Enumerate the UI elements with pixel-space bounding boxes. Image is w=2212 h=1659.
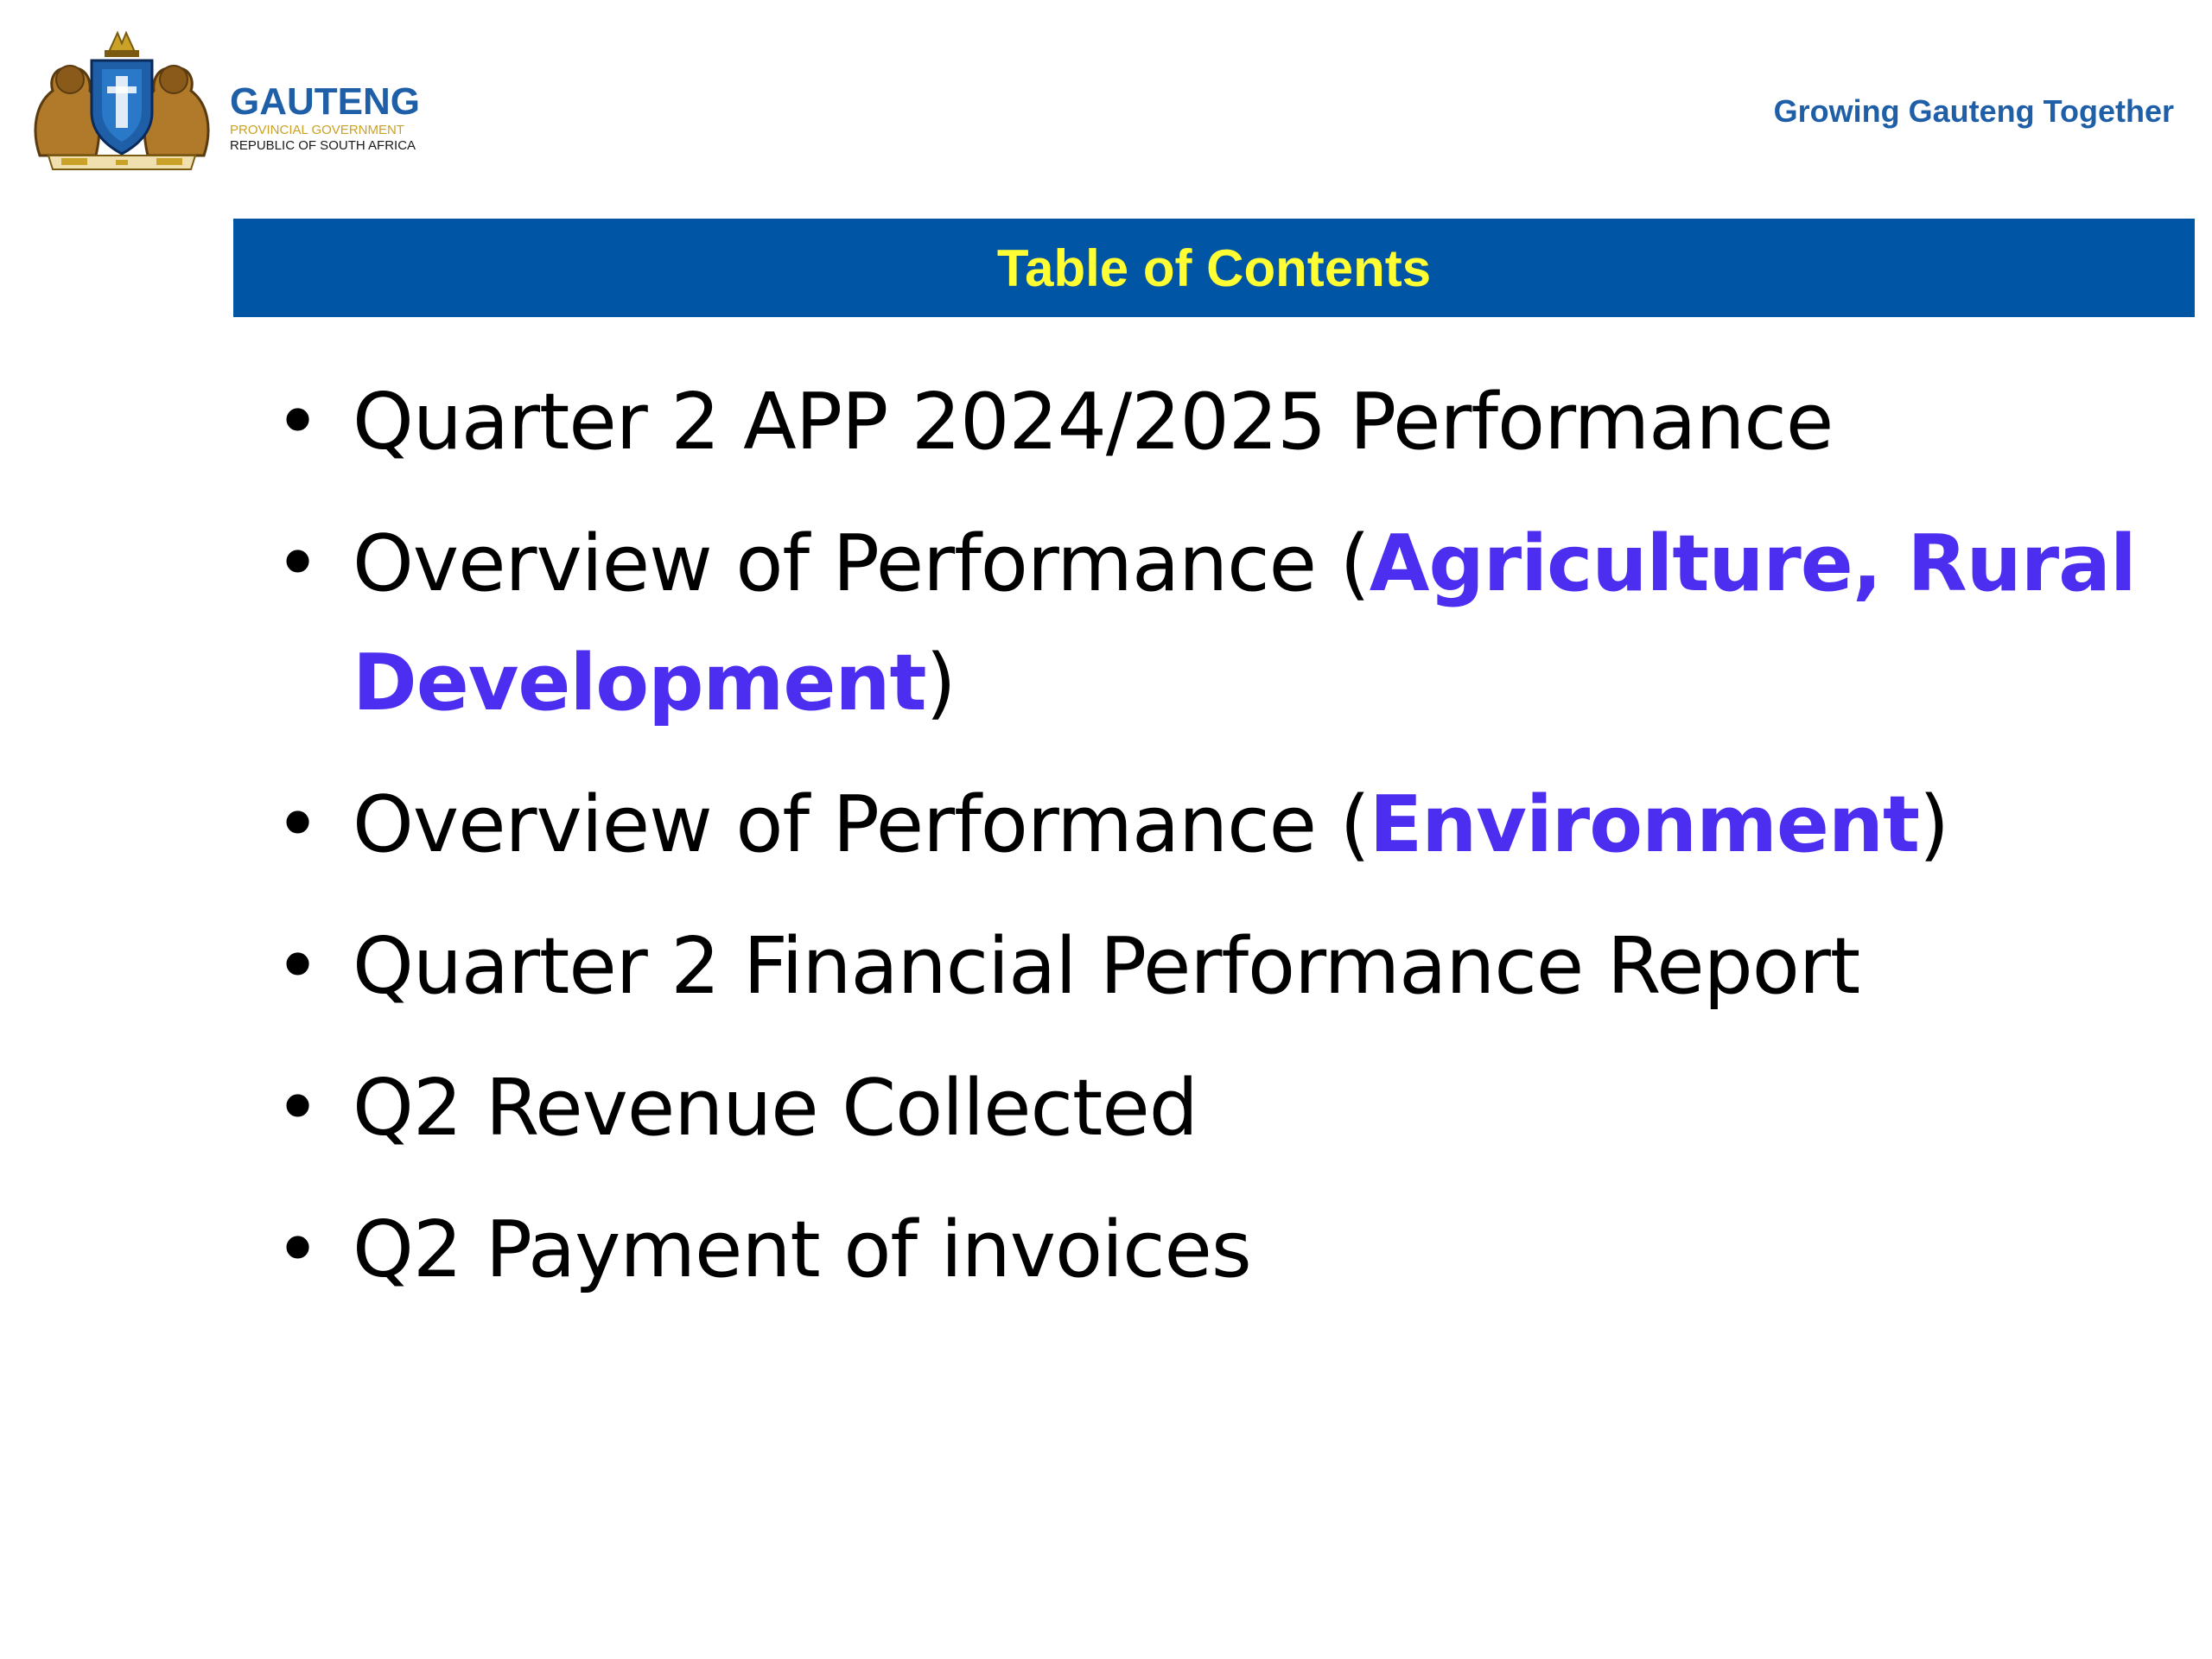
bullet-dot-icon: • bbox=[275, 921, 321, 1012]
toc-item bbox=[259, 766, 2186, 885]
bullet-dot-icon: • bbox=[275, 1205, 321, 1295]
toc-item bbox=[259, 363, 2186, 482]
logo-subtitle-1: PROVINCIAL GOVERNMENT bbox=[230, 123, 404, 137]
gauteng-logo bbox=[22, 26, 429, 173]
tagline: Growing Gauteng Together bbox=[1773, 93, 2174, 129]
toc-item bbox=[259, 907, 2186, 1027]
toc-item-prefix: Overview of Performance ( bbox=[353, 779, 1370, 870]
logo-subtitle-2: REPUBLIC OF SOUTH AFRICA bbox=[230, 138, 416, 153]
toc-list bbox=[259, 363, 2186, 1332]
toc-item-prefix: Overview of Performance ( bbox=[353, 518, 1370, 609]
toc-item-text: Quarter 2 Financial Performance Report bbox=[353, 921, 1860, 1012]
bullet-dot-icon: • bbox=[275, 779, 321, 870]
logo-name: GAUTENG bbox=[230, 80, 420, 123]
bullet-dot-icon: • bbox=[275, 377, 321, 467]
toc-item-suffix: ) bbox=[1919, 779, 1949, 870]
toc-item-highlight: Agriculture, Rural Development bbox=[353, 518, 2136, 728]
toc-item bbox=[259, 1191, 2186, 1310]
bullet-dot-icon: • bbox=[275, 518, 321, 609]
logo-text bbox=[230, 80, 437, 154]
bullet-dot-icon: • bbox=[275, 1063, 321, 1154]
toc-item-text: Q2 Revenue Collected bbox=[353, 1063, 1198, 1154]
toc-item-highlight: Environment bbox=[1369, 779, 1920, 870]
toc-item bbox=[259, 1049, 2186, 1168]
coat-of-arms-icon bbox=[22, 26, 221, 173]
toc-item bbox=[259, 505, 2186, 743]
toc-item-text: Q2 Payment of invoices bbox=[353, 1205, 1251, 1295]
page-title: Table of Contents bbox=[996, 238, 1432, 297]
title-banner bbox=[233, 219, 2195, 317]
toc-item-suffix: ) bbox=[925, 638, 956, 728]
toc-item-text: Quarter 2 APP 2024/2025 Performance bbox=[353, 377, 1834, 467]
